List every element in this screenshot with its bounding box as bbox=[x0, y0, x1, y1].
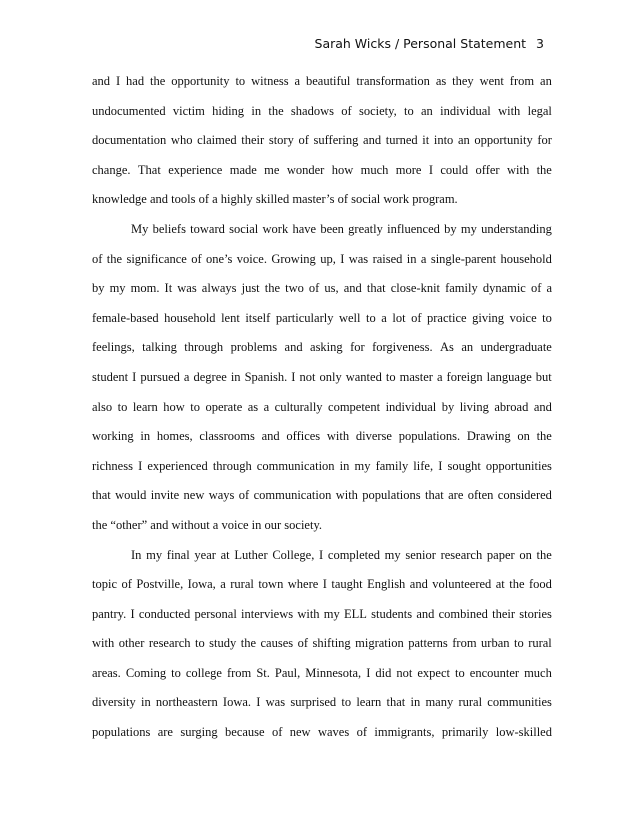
running-head-title: Sarah Wicks / Personal Statement bbox=[314, 36, 527, 51]
text-line: and I had the opportunity to witness a beautiful transformation as they went from an bbox=[92, 74, 552, 88]
text-line: working in homes, classrooms and offices with diverse populations. Drawing on the bbox=[92, 429, 552, 444]
text-line: the “other” and without a voice in our society. bbox=[92, 517, 323, 532]
text-line: richness I experienced through communication in my family life, I sought opportunities bbox=[92, 458, 552, 473]
text-line: diversity in northeastern Iowa. I was surprised to learn that in many rural communities bbox=[92, 695, 552, 710]
text-line: My beliefs toward social work have been greatly influenced by my understanding bbox=[131, 221, 552, 236]
text-line: with other research to study the causes of shifting migration patterns from urban to rural bbox=[92, 636, 552, 651]
text-line: that would invite new ways of communication with populations that are often considered bbox=[92, 488, 552, 503]
text-line: pantry. I conducted personal interviews with my ELL students and combined their stories bbox=[92, 606, 552, 621]
text-line: student I pursued a degree in Spanish. I not only wanted to master a foreign language but bbox=[92, 369, 552, 384]
text-line: change. That experience made me wonder how much more I could offer with the bbox=[92, 162, 552, 177]
text-line: undocumented victim hiding in the shadows of society, to an individual with legal bbox=[92, 103, 552, 118]
text-line: of the significance of one’s voice. Growing up, I was raised in a single-parent household bbox=[92, 251, 552, 266]
text-line: areas. Coming to college from St. Paul, Minnesota, I did not expect to encounter much bbox=[92, 665, 552, 680]
text-line: In my final year at Luther College, I completed my senior research paper on the bbox=[131, 547, 552, 562]
text-line: topic of Postville, Iowa, a rural town where I taught English and volunteered at the food bbox=[92, 577, 552, 592]
text-line: female-based household lent itself particularly well to a lot of practice giving voice to bbox=[92, 310, 552, 325]
page-number: 3 bbox=[536, 36, 544, 51]
text-line: by my mom. It was always just the two of us, and that close-knit family dynamic of a bbox=[92, 281, 552, 296]
running-header bbox=[315, 36, 544, 51]
statement-body bbox=[92, 67, 552, 748]
text-line: knowledge and tools of a highly skilled master’s of social work program. bbox=[92, 192, 458, 207]
text-line: feelings, talking through problems and asking for forgiveness. As an undergraduate bbox=[92, 340, 552, 355]
text-line: populations are surging because of new waves of immigrants, primarily low-skilled bbox=[92, 725, 552, 740]
text-line: also to learn how to operate as a culturally competent individual by living abroad and bbox=[92, 399, 552, 414]
text-line: documentation who claimed their story of suffering and turned it into an opportunity for bbox=[92, 133, 552, 148]
